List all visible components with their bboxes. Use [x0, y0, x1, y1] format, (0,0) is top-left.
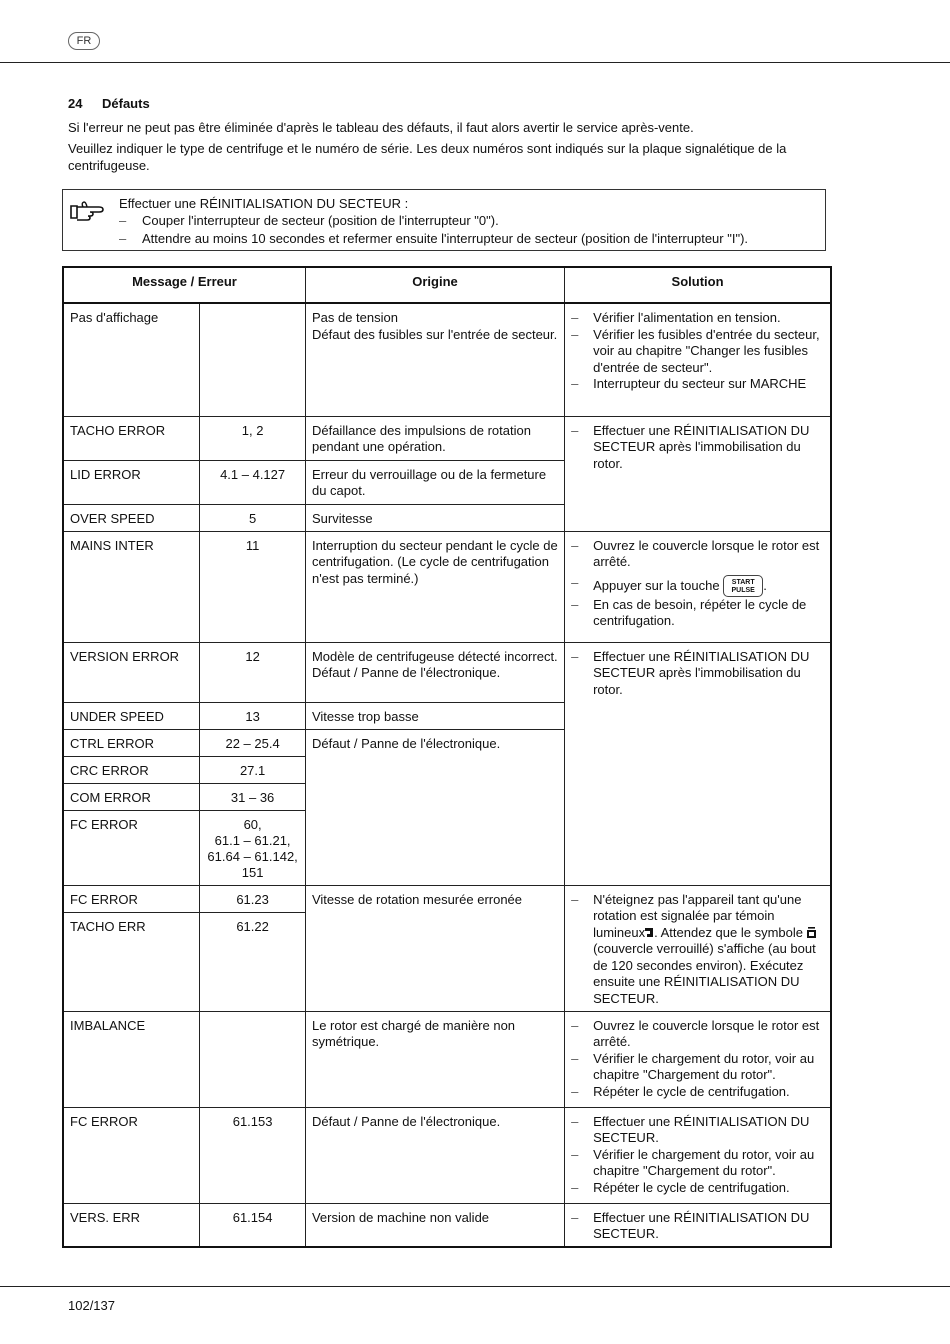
solution-cell: [565, 1011, 831, 1107]
section-number: 24: [68, 96, 83, 111]
solution-item: – Vérifier le chargement du rotor, voir au chapitre "Chargement du rotor".: [571, 1051, 824, 1084]
solution-item: – Vérifier les fusibles d'entrée du secteur, voir au chapitre "Changer les fusibles d'entrée de secteur".: [571, 327, 824, 377]
solution-item: – Effectuer une RÉINITIALISATION DU SECTEUR.: [571, 1114, 824, 1147]
message-cell: IMBALANCE: [63, 1011, 200, 1107]
origin-cell: Modèle de centrifugeuse détecté incorrect. Défaut / Panne de l'électronique.: [305, 642, 564, 702]
solution-item: – Répéter le cycle de centrifugation.: [571, 1084, 824, 1101]
code-cell: [200, 1011, 306, 1107]
table-row: [63, 642, 831, 702]
solution-item: – En cas de besoin, répéter le cycle de centrifugation.: [571, 597, 824, 630]
solution-cell: [565, 416, 831, 531]
solution-item: – Effectuer une RÉINITIALISATION DU SECTEUR.: [571, 1210, 824, 1243]
code-cell: [200, 303, 306, 416]
solution-cell: [565, 885, 831, 1011]
header-rule: [0, 62, 950, 63]
message-cell: Pas d'affichage: [63, 303, 200, 416]
serial-paragraph: Veuillez indiquer le type de centrifuge et le numéro de série. Les deux numéros sont indiqués sur la plaque signalétique de la centrifugeuse.: [68, 141, 787, 173]
code-cell: 61.153: [200, 1107, 306, 1203]
table-row: [63, 1203, 831, 1247]
message-cell: CRC ERROR: [63, 756, 200, 783]
table-header-row: [63, 267, 831, 303]
message-cell: VERS. ERR: [63, 1203, 200, 1247]
origin-cell: Interruption du secteur pendant le cycle de centrifugation. (Le cycle de centrifugation n'est pas terminé.): [305, 531, 564, 642]
message-cell: CTRL ERROR: [63, 729, 200, 756]
section-title: Défauts: [102, 96, 150, 111]
solution-cell: [565, 642, 831, 885]
pointing-hand-icon: [69, 200, 105, 222]
message-cell: FC ERROR: [63, 885, 200, 912]
solution-item: – Interrupteur du secteur sur MARCHE: [571, 376, 824, 393]
message-cell: LID ERROR: [63, 460, 200, 504]
origin-cell: Défaillance des impulsions de rotation pendant une opération.: [305, 416, 564, 460]
origin-cell: Pas de tension Défaut des fusibles sur l'entrée de secteur.: [305, 303, 564, 416]
code-cell: 61.22: [200, 912, 306, 1011]
lid-locked-icon: [807, 927, 816, 938]
code-cell: 4.1 – 4.127: [200, 460, 306, 504]
solution-item: – Appuyer sur la touche START PULSE .: [571, 575, 824, 597]
table-row: [63, 885, 831, 912]
message-cell: TACHO ERR: [63, 912, 200, 1011]
origin-cell: Vitesse de rotation mesurée erronée: [305, 885, 564, 1011]
origin-cell: Défaut / Panne de l'électronique.: [305, 1107, 564, 1203]
header-message-error: Message / Erreur: [63, 267, 305, 303]
solution-item: – Effectuer une RÉINITIALISATION DU SECTEUR après l'immobilisation du rotor.: [571, 423, 824, 473]
solution-cell: [565, 303, 831, 416]
code-cell: 61.23: [200, 885, 306, 912]
table-row: [63, 303, 831, 416]
header-origin: Origine: [305, 267, 564, 303]
notice-step-1: – Couper l'interrupteur de secteur (position de l'interrupteur "0").: [119, 213, 499, 228]
code-cell: 5: [200, 504, 306, 531]
table-row: [63, 1107, 831, 1203]
origin-cell: Survitesse: [305, 504, 564, 531]
code-cell: 1, 2: [200, 416, 306, 460]
start-pulse-key-icon: START PULSE: [723, 575, 763, 597]
header-solution: Solution: [565, 267, 831, 303]
origin-cell: Erreur du verrouillage ou de la fermeture du capot.: [305, 460, 564, 504]
message-cell: UNDER SPEED: [63, 702, 200, 729]
solution-item: – N'éteignez pas l'appareil tant qu'une rotation est signalée par témoin lumineux . Attendez que le symbole (couvercle verrouillé) s'affiche (au bout de 120 secondes environ). Exécutez ensuite une RÉINITIALISATION DU SECTEUR.: [571, 892, 824, 1008]
origin-cell: Le rotor est chargé de manière non symétrique.: [305, 1011, 564, 1107]
message-cell: VERSION ERROR: [63, 642, 200, 702]
message-cell: FC ERROR: [63, 810, 200, 885]
origin-cell: Vitesse trop basse: [305, 702, 564, 729]
solution-cell: [565, 1203, 831, 1247]
code-cell: 61.154: [200, 1203, 306, 1247]
code-cell: 22 – 25.4: [200, 729, 306, 756]
solution-item: – Vérifier l'alimentation en tension.: [571, 310, 824, 327]
solution-cell: [565, 1107, 831, 1203]
code-cell: 12: [200, 642, 306, 702]
origin-cell: Défaut / Panne de l'électronique.: [305, 729, 564, 885]
notice-title: Effectuer une RÉINITIALISATION DU SECTEUR :: [119, 196, 409, 211]
code-cell: 31 – 36: [200, 783, 306, 810]
code-cell: 27.1: [200, 756, 306, 783]
language-badge: FR: [68, 32, 100, 50]
table-row: [63, 1011, 831, 1107]
solution-cell: [565, 531, 831, 642]
rotation-indicator-icon: [645, 927, 654, 938]
code-cell: 11: [200, 531, 306, 642]
solution-item: – Ouvrez le couvercle lorsque le rotor est arrêté.: [571, 538, 824, 571]
code-cell: 60, 61.1 – 61.21, 61.64 – 61.142, 151: [200, 810, 306, 885]
reset-notice-box: [62, 189, 826, 251]
message-cell: MAINS INTER: [63, 531, 200, 642]
message-cell: TACHO ERROR: [63, 416, 200, 460]
intro-paragraph: Si l'erreur ne peut pas être éliminée d'après le tableau des défauts, il faut alors avertir le service après-vente.: [68, 120, 694, 135]
fault-table: [62, 266, 832, 1248]
notice-step-2: – Attendre au moins 10 secondes et refermer ensuite l'interrupteur de secteur (position de l'interrupteur "I").: [119, 231, 749, 246]
table-row: [63, 531, 831, 642]
solution-item: – Ouvrez le couvercle lorsque le rotor est arrêté.: [571, 1018, 824, 1051]
page-number: 102/137: [68, 1298, 115, 1313]
solution-item: – Vérifier le chargement du rotor, voir au chapitre "Chargement du rotor".: [571, 1147, 824, 1180]
origin-cell: Version de machine non valide: [305, 1203, 564, 1247]
section-heading: [68, 96, 150, 111]
footer-rule: [0, 1286, 950, 1287]
table-row: [63, 416, 831, 460]
solution-item: – Effectuer une RÉINITIALISATION DU SECTEUR après l'immobilisation du rotor.: [571, 649, 824, 699]
message-cell: COM ERROR: [63, 783, 200, 810]
message-cell: FC ERROR: [63, 1107, 200, 1203]
code-cell: 13: [200, 702, 306, 729]
message-cell: OVER SPEED: [63, 504, 200, 531]
solution-item: – Répéter le cycle de centrifugation.: [571, 1180, 824, 1197]
